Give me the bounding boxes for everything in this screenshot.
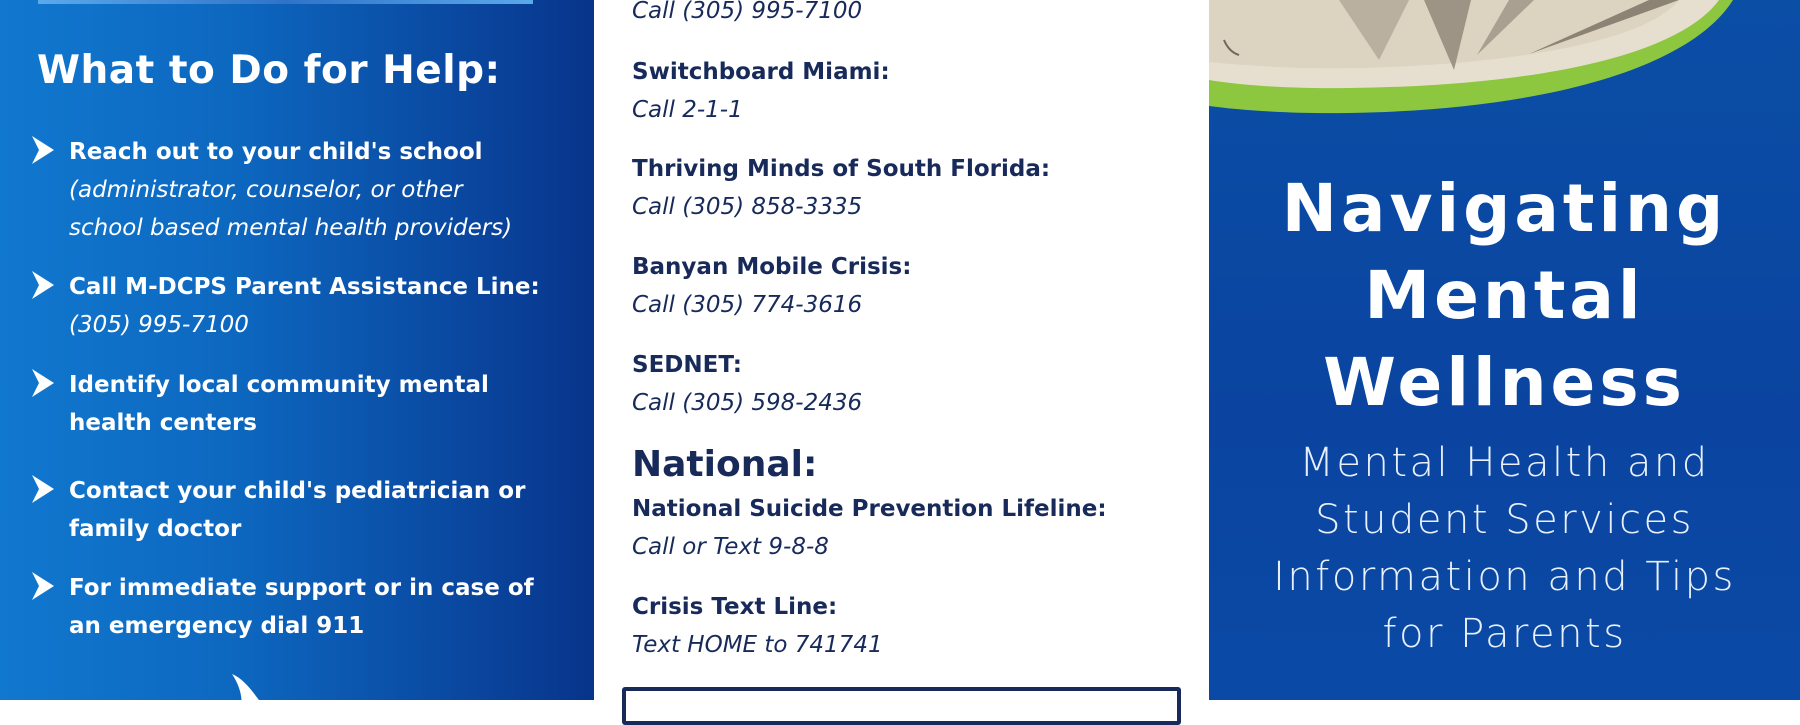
contact-phone: Call (305) 598-2436: [632, 390, 863, 416]
contact-banyan-mobile-crisis: [632, 248, 1192, 324]
contact-switchboard-miami: [632, 53, 1192, 129]
help-item-label: For immediate support or in case of: [69, 575, 534, 601]
contact-name: Crisis Text Line:: [632, 594, 838, 620]
chevron-right-icon: [30, 271, 56, 299]
help-item-phone: (305) 995-7100: [69, 312, 249, 338]
swoosh-icon: [220, 672, 270, 700]
contact-name: National Suicide Prevention Lifeline:: [632, 496, 1107, 522]
contact-name: Thriving Minds of South Florida:: [632, 156, 1051, 182]
help-item-detail: (administrator, counselor, or other: [69, 177, 463, 203]
help-panel: [0, 0, 594, 700]
contact-name: Banyan Mobile Crisis:: [632, 254, 912, 280]
cover-subtitle-line: Student Services: [1315, 497, 1694, 543]
cover-subtitle-line: Information and Tips: [1273, 554, 1736, 600]
contacts-panel: [594, 0, 1209, 700]
contact-thriving-minds: [632, 150, 1192, 226]
chevron-right-icon: [30, 475, 56, 503]
cover-title-line: Wellness: [1323, 344, 1686, 421]
contact-phone: Call (305) 995-7100: [632, 0, 863, 24]
cover-panel: [1209, 0, 1800, 700]
chevron-right-icon: [30, 369, 56, 397]
help-item-label: family doctor: [69, 516, 242, 542]
contact-partial: [632, 0, 1192, 30]
contact-crisis-text-line: [632, 588, 1192, 664]
help-heading: What to Do for Help:: [37, 48, 501, 93]
chevron-right-icon: [30, 136, 56, 164]
contact-phone: Call or Text 9-8-8: [632, 534, 829, 560]
chevron-right-icon: [30, 572, 56, 600]
national-heading: National:: [632, 444, 818, 485]
contact-phone: Call 2-1-1: [632, 97, 743, 123]
help-item-label: Call M-DCPS Parent Assistance Line:: [69, 274, 540, 300]
contact-text-instruction: Text HOME to 741741: [632, 632, 883, 658]
help-item-detail: school based mental health providers): [69, 215, 513, 241]
contact-sednet: [632, 346, 1192, 422]
bottom-box-outline: [622, 687, 1181, 725]
cover-title-line: Navigating: [1281, 170, 1728, 247]
help-item-label: Identify local community mental: [69, 372, 489, 398]
cover-subtitle: [1209, 435, 1800, 663]
help-item-label: Contact your child's pediatrician or: [69, 478, 526, 504]
cover-subtitle-line: for Parents: [1382, 611, 1627, 657]
cover-title-line: Mental: [1364, 257, 1645, 334]
help-item-label: an emergency dial 911: [69, 613, 365, 639]
contact-suicide-prevention-lifeline: [632, 490, 1192, 566]
contact-phone: Call (305) 858-3335: [632, 194, 863, 220]
cover-title: [1209, 165, 1800, 426]
contact-phone: Call (305) 774-3616: [632, 292, 863, 318]
compass-icon: [1209, 0, 1800, 130]
help-item-label: health centers: [69, 410, 257, 436]
contact-name: Switchboard Miami:: [632, 59, 890, 85]
contact-name: SEDNET:: [632, 352, 742, 378]
cover-subtitle-line: Mental Health and: [1299, 440, 1710, 486]
help-item-label: Reach out to your child's school: [69, 139, 483, 165]
top-strip-graphic: [38, 0, 533, 4]
